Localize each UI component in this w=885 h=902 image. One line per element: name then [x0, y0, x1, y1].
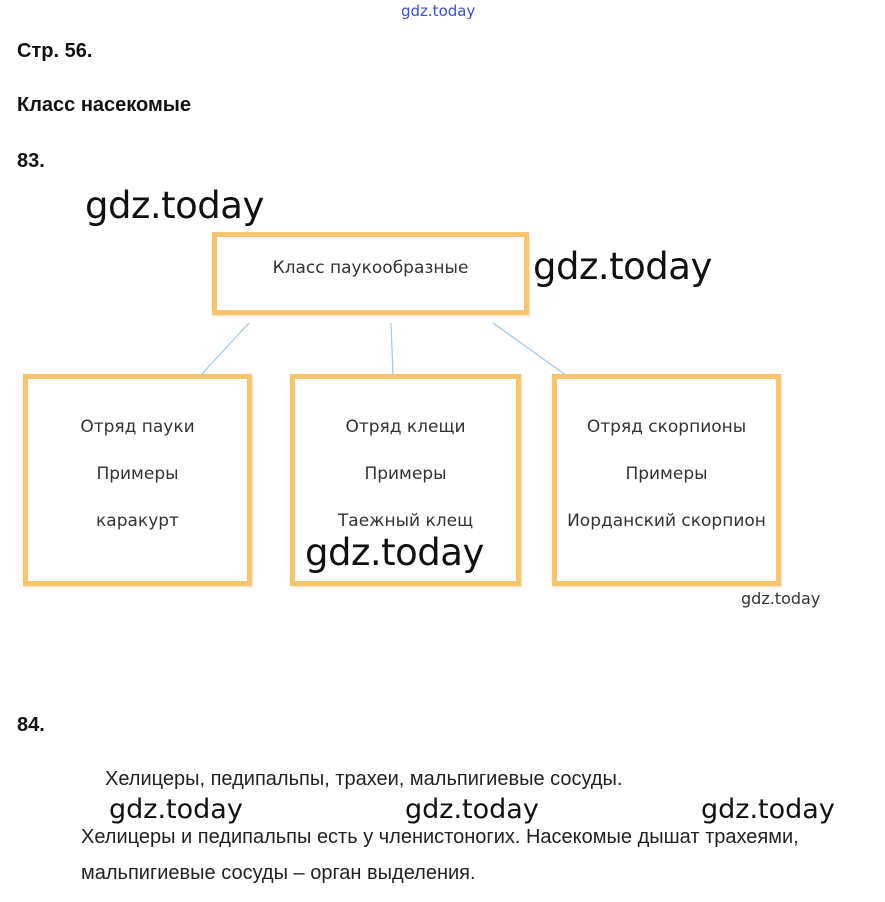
order-box-scorpions — [552, 374, 781, 586]
watermark: gdz.today — [305, 531, 484, 574]
task-84-line-1: Хелицеры, педипальпы, трахеи, мальпигиевые сосуды. — [105, 768, 623, 790]
watermark: gdz.today — [405, 794, 539, 825]
order-title: Отряд клещи — [345, 417, 466, 437]
watermark: gdz.today — [533, 245, 712, 288]
root-class-label: Класс паукообразные — [272, 258, 469, 278]
connector-scorpions — [493, 323, 567, 376]
examples-label: Примеры — [364, 464, 447, 484]
example-value: каракурт — [96, 511, 179, 531]
root-class-box — [212, 232, 529, 315]
examples-label: Примеры — [625, 464, 708, 484]
watermark-top: gdz.today — [401, 2, 476, 20]
task-84-number: 84. — [17, 714, 45, 736]
watermark: gdz.today — [741, 589, 821, 608]
order-box-spiders — [23, 374, 252, 586]
connector-ticks — [391, 323, 393, 376]
order-title: Отряд пауки — [80, 417, 195, 437]
task-84-line-3: мальпигиевые сосуды – орган выделения. — [81, 862, 476, 884]
connector-spiders — [200, 323, 249, 376]
watermark: gdz.today — [701, 794, 835, 825]
watermark: gdz.today — [109, 794, 243, 825]
examples-label: Примеры — [96, 464, 179, 484]
order-title: Отряд скорпионы — [586, 417, 747, 437]
watermark: gdz.today — [85, 184, 264, 227]
task-83-number: 83. — [17, 150, 45, 172]
example-value: Иорданский скорпион — [567, 511, 766, 531]
example-value: Таежный клещ — [337, 511, 474, 531]
page-reference: Стр. 56. — [17, 40, 93, 62]
task-84-line-2: Хелицеры и педипальпы есть у членистоногих. Насекомые дышат трахеями, — [81, 826, 799, 848]
section-title: Класс насекомые — [17, 94, 191, 116]
